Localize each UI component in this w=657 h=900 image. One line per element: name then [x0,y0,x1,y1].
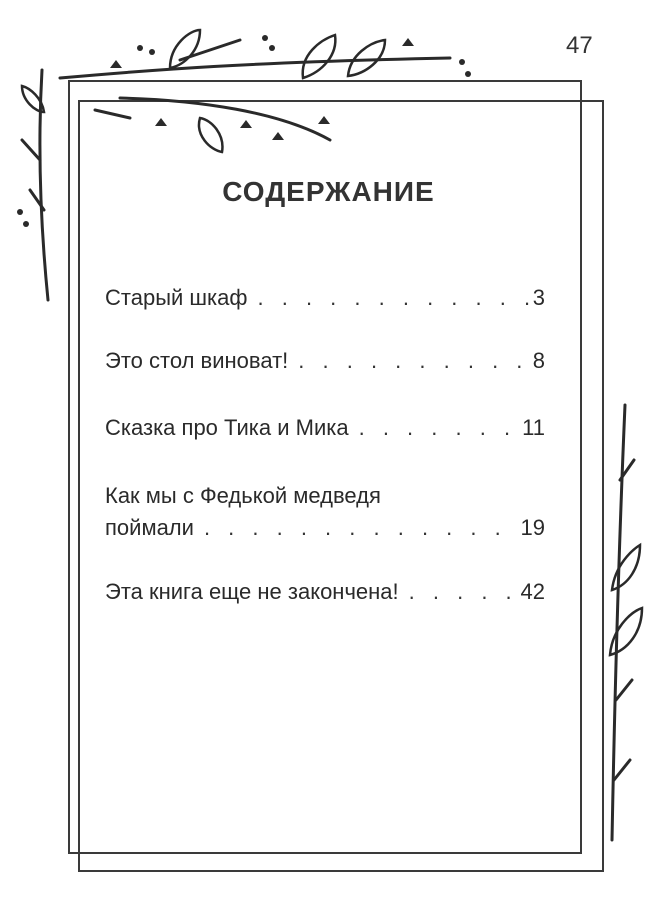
toc-entry-page: 11 [522,415,545,440]
toc-leader-dots [258,282,529,314]
toc-entry-page: 8 [532,348,545,373]
toc-leader-dots [409,576,517,608]
toc-entry-page: 19 [520,515,545,540]
leaf-icon [170,30,200,68]
toc-entry-title: Сказка про Тика и Мика [105,415,349,440]
toc-leader-dots [359,412,519,444]
leaf-icon [199,118,222,152]
toc-entry[interactable] [105,282,545,314]
toc-entry-title: Старый шкаф [105,285,248,310]
toc-entry-title: Это стол виноват! [105,348,289,373]
leaf-icon [612,545,640,590]
leaf-icon [610,608,642,655]
toc-entry-title-line2: поймали [105,515,194,540]
toc-leader-dots [204,512,517,544]
toc-entry-page: 3 [532,285,545,310]
toc-entry[interactable] [105,576,545,608]
page-title: СОДЕРЖАНИЕ [222,176,435,207]
toc-entry-title-line1: Как мы с Федькой медведя [105,483,381,508]
toc-entry[interactable] [105,345,545,377]
toc-leader-dots [298,345,528,377]
toc-entry[interactable] [105,412,545,444]
page-number: 47 [566,32,593,59]
toc-entry[interactable] [105,480,545,544]
toc-entry-title: Эта книга еще не закончена! [105,579,399,604]
toc-entry-page: 42 [520,579,545,604]
top-branch-stem-2 [120,98,330,140]
leaf-icon [303,35,336,78]
leaf-icon [348,40,385,76]
